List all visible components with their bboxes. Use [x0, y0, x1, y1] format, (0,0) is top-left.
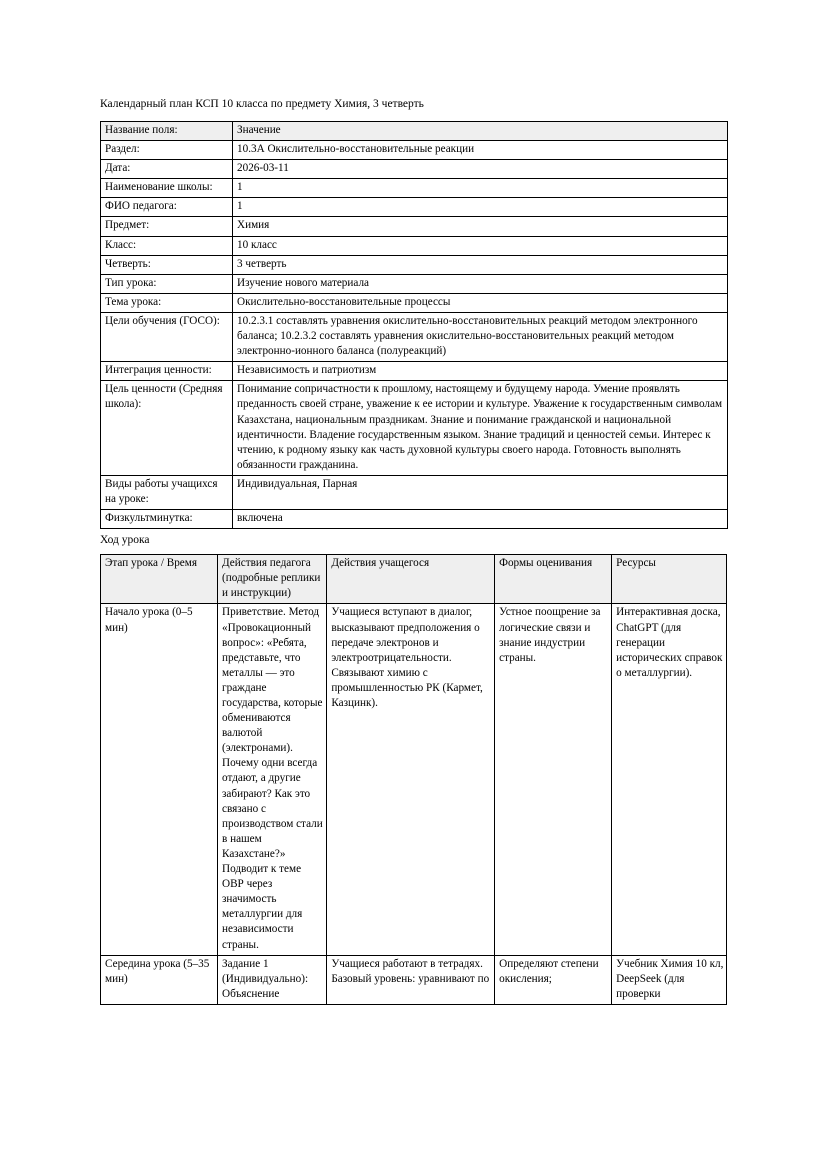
- field-name-lesson-type: Тип урока:: [101, 274, 233, 293]
- table-header-row: [101, 122, 728, 141]
- lesson-fields-body: [101, 122, 728, 529]
- field-name-lesson-topic: Тема урока:: [101, 293, 233, 312]
- field-value-school: 1: [233, 179, 728, 198]
- table-row: [101, 955, 727, 1004]
- column-header-field-name: Название поля:: [101, 122, 233, 141]
- column-header-assessment-forms: Формы оценивания: [495, 555, 612, 604]
- lesson-fields-table: [100, 121, 728, 529]
- field-value-class: 10 класс: [233, 236, 728, 255]
- table-row: [101, 217, 728, 236]
- table-row: [101, 312, 728, 361]
- cell-resources: Учебник Химия 10 кл, DeepSeek (для проверки: [612, 955, 727, 1004]
- field-name-date: Дата:: [101, 160, 233, 179]
- table-row: [101, 160, 728, 179]
- table-row: [101, 274, 728, 293]
- cell-student-actions: Учащиеся вступают в диалог, высказывают предположения о передаче электронов и электроотрицательности. Связывают химию с промышленностью РК (Кармет, Казцинк).: [327, 604, 495, 955]
- cell-resources: Интерактивная доска, ChatGPT (для генерации исторических справок о металлургии).: [612, 604, 727, 955]
- field-value-quarter: 3 четверть: [233, 255, 728, 274]
- field-value-date: 2026-03-11: [233, 160, 728, 179]
- cell-teacher-actions: Приветствие. Метод «Провокационный вопрос»: «Ребята, представьте, что металлы — это граждане государства, которые обмениваются валютой (электронами). Почему одни всегда отдают, а другие забирают? Как это связано с производством стали в нашем Казахстане?» Подводит к теме ОВР через значимость металлургии для независимости страны.: [218, 604, 327, 955]
- lesson-flow-table: [100, 554, 727, 1005]
- field-value-subject: Химия: [233, 217, 728, 236]
- table-row: [101, 510, 728, 529]
- column-header-teacher-actions: Действия педагога (подробные реплики и инструкции): [218, 555, 327, 604]
- field-name-subject: Предмет:: [101, 217, 233, 236]
- column-header-stage: Этап урока / Время: [101, 555, 218, 604]
- table-row: [101, 604, 727, 955]
- cell-teacher-actions: Задание 1 (Индивидуально): Объяснение: [218, 955, 327, 1004]
- table-row: [101, 362, 728, 381]
- field-value-physical-break: включена: [233, 510, 728, 529]
- field-name-class: Класс:: [101, 236, 233, 255]
- field-name-razdel: Раздел:: [101, 141, 233, 160]
- table-row: [101, 475, 728, 509]
- cell-assessment-forms: Определяют степени окисления;: [495, 955, 612, 1004]
- field-name-physical-break: Физкультминутка:: [101, 510, 233, 529]
- field-value-work-types: Индивидуальная, Парная: [233, 475, 728, 509]
- table-row: [101, 293, 728, 312]
- column-header-resources: Ресурсы: [612, 555, 727, 604]
- table-row: [101, 236, 728, 255]
- field-name-value-integration: Интеграция ценности:: [101, 362, 233, 381]
- table-row: [101, 141, 728, 160]
- field-value-razdel: 10.3А Окислительно-восстановительные реакции: [233, 141, 728, 160]
- field-value-teacher: 1: [233, 198, 728, 217]
- page-title: Календарный план КСП 10 класса по предмету Химия, 3 четверть: [100, 98, 424, 110]
- field-value-value-goal: Понимание сопричастности к прошлому, настоящему и будущему народа. Умение проявлять преданность своей стране, уважение к ее истории и культуре. Уважение к государственным символам Казахстана, национальным праздникам. Знание и понимание гражданской и национальной идентичности. Владение государственным языком. Знание традиций и ценностей семьи. Интерес к чтению, к родному языку как часть духовной культуры своего народа. Готовность выполнять обязанности гражданина.: [233, 381, 728, 476]
- section-label-lesson-flow: Ход урока: [100, 534, 150, 547]
- cell-stage: Начало урока (0–5 мин): [101, 604, 218, 955]
- field-value-value-integration: Независимость и патриотизм: [233, 362, 728, 381]
- table-row: [101, 255, 728, 274]
- column-header-student-actions: Действия учащегося: [327, 555, 495, 604]
- field-name-school: Наименование школы:: [101, 179, 233, 198]
- field-value-lesson-topic: Окислительно-восстановительные процессы: [233, 293, 728, 312]
- cell-assessment-forms: Устное поощрение за логические связи и знание индустрии страны.: [495, 604, 612, 955]
- table-header-row: [101, 555, 727, 604]
- field-name-quarter: Четверть:: [101, 255, 233, 274]
- column-header-field-value: Значение: [233, 122, 728, 141]
- cell-stage: Середина урока (5–35 мин): [101, 955, 218, 1004]
- table-row: [101, 381, 728, 476]
- table-row: [101, 198, 728, 217]
- field-name-value-goal: Цель ценности (Средняя школа):: [101, 381, 233, 476]
- field-value-learning-objectives: 10.2.3.1 составлять уравнения окислительно-восстановительных реакций методом электронного баланса; 10.2.3.2 составлять уравнения окислительно-восстановительных реакций методом электронно-ионного баланса (полуреакций): [233, 312, 728, 361]
- cell-student-actions: Учащиеся работают в тетрадях. Базовый уровень: уравнивают по: [327, 955, 495, 1004]
- lesson-flow-body: [101, 555, 727, 1005]
- field-name-teacher: ФИО педагога:: [101, 198, 233, 217]
- field-value-lesson-type: Изучение нового материала: [233, 274, 728, 293]
- field-name-work-types: Виды работы учащихся на уроке:: [101, 475, 233, 509]
- field-name-learning-objectives: Цели обучения (ГОСО):: [101, 312, 233, 361]
- table-row: [101, 179, 728, 198]
